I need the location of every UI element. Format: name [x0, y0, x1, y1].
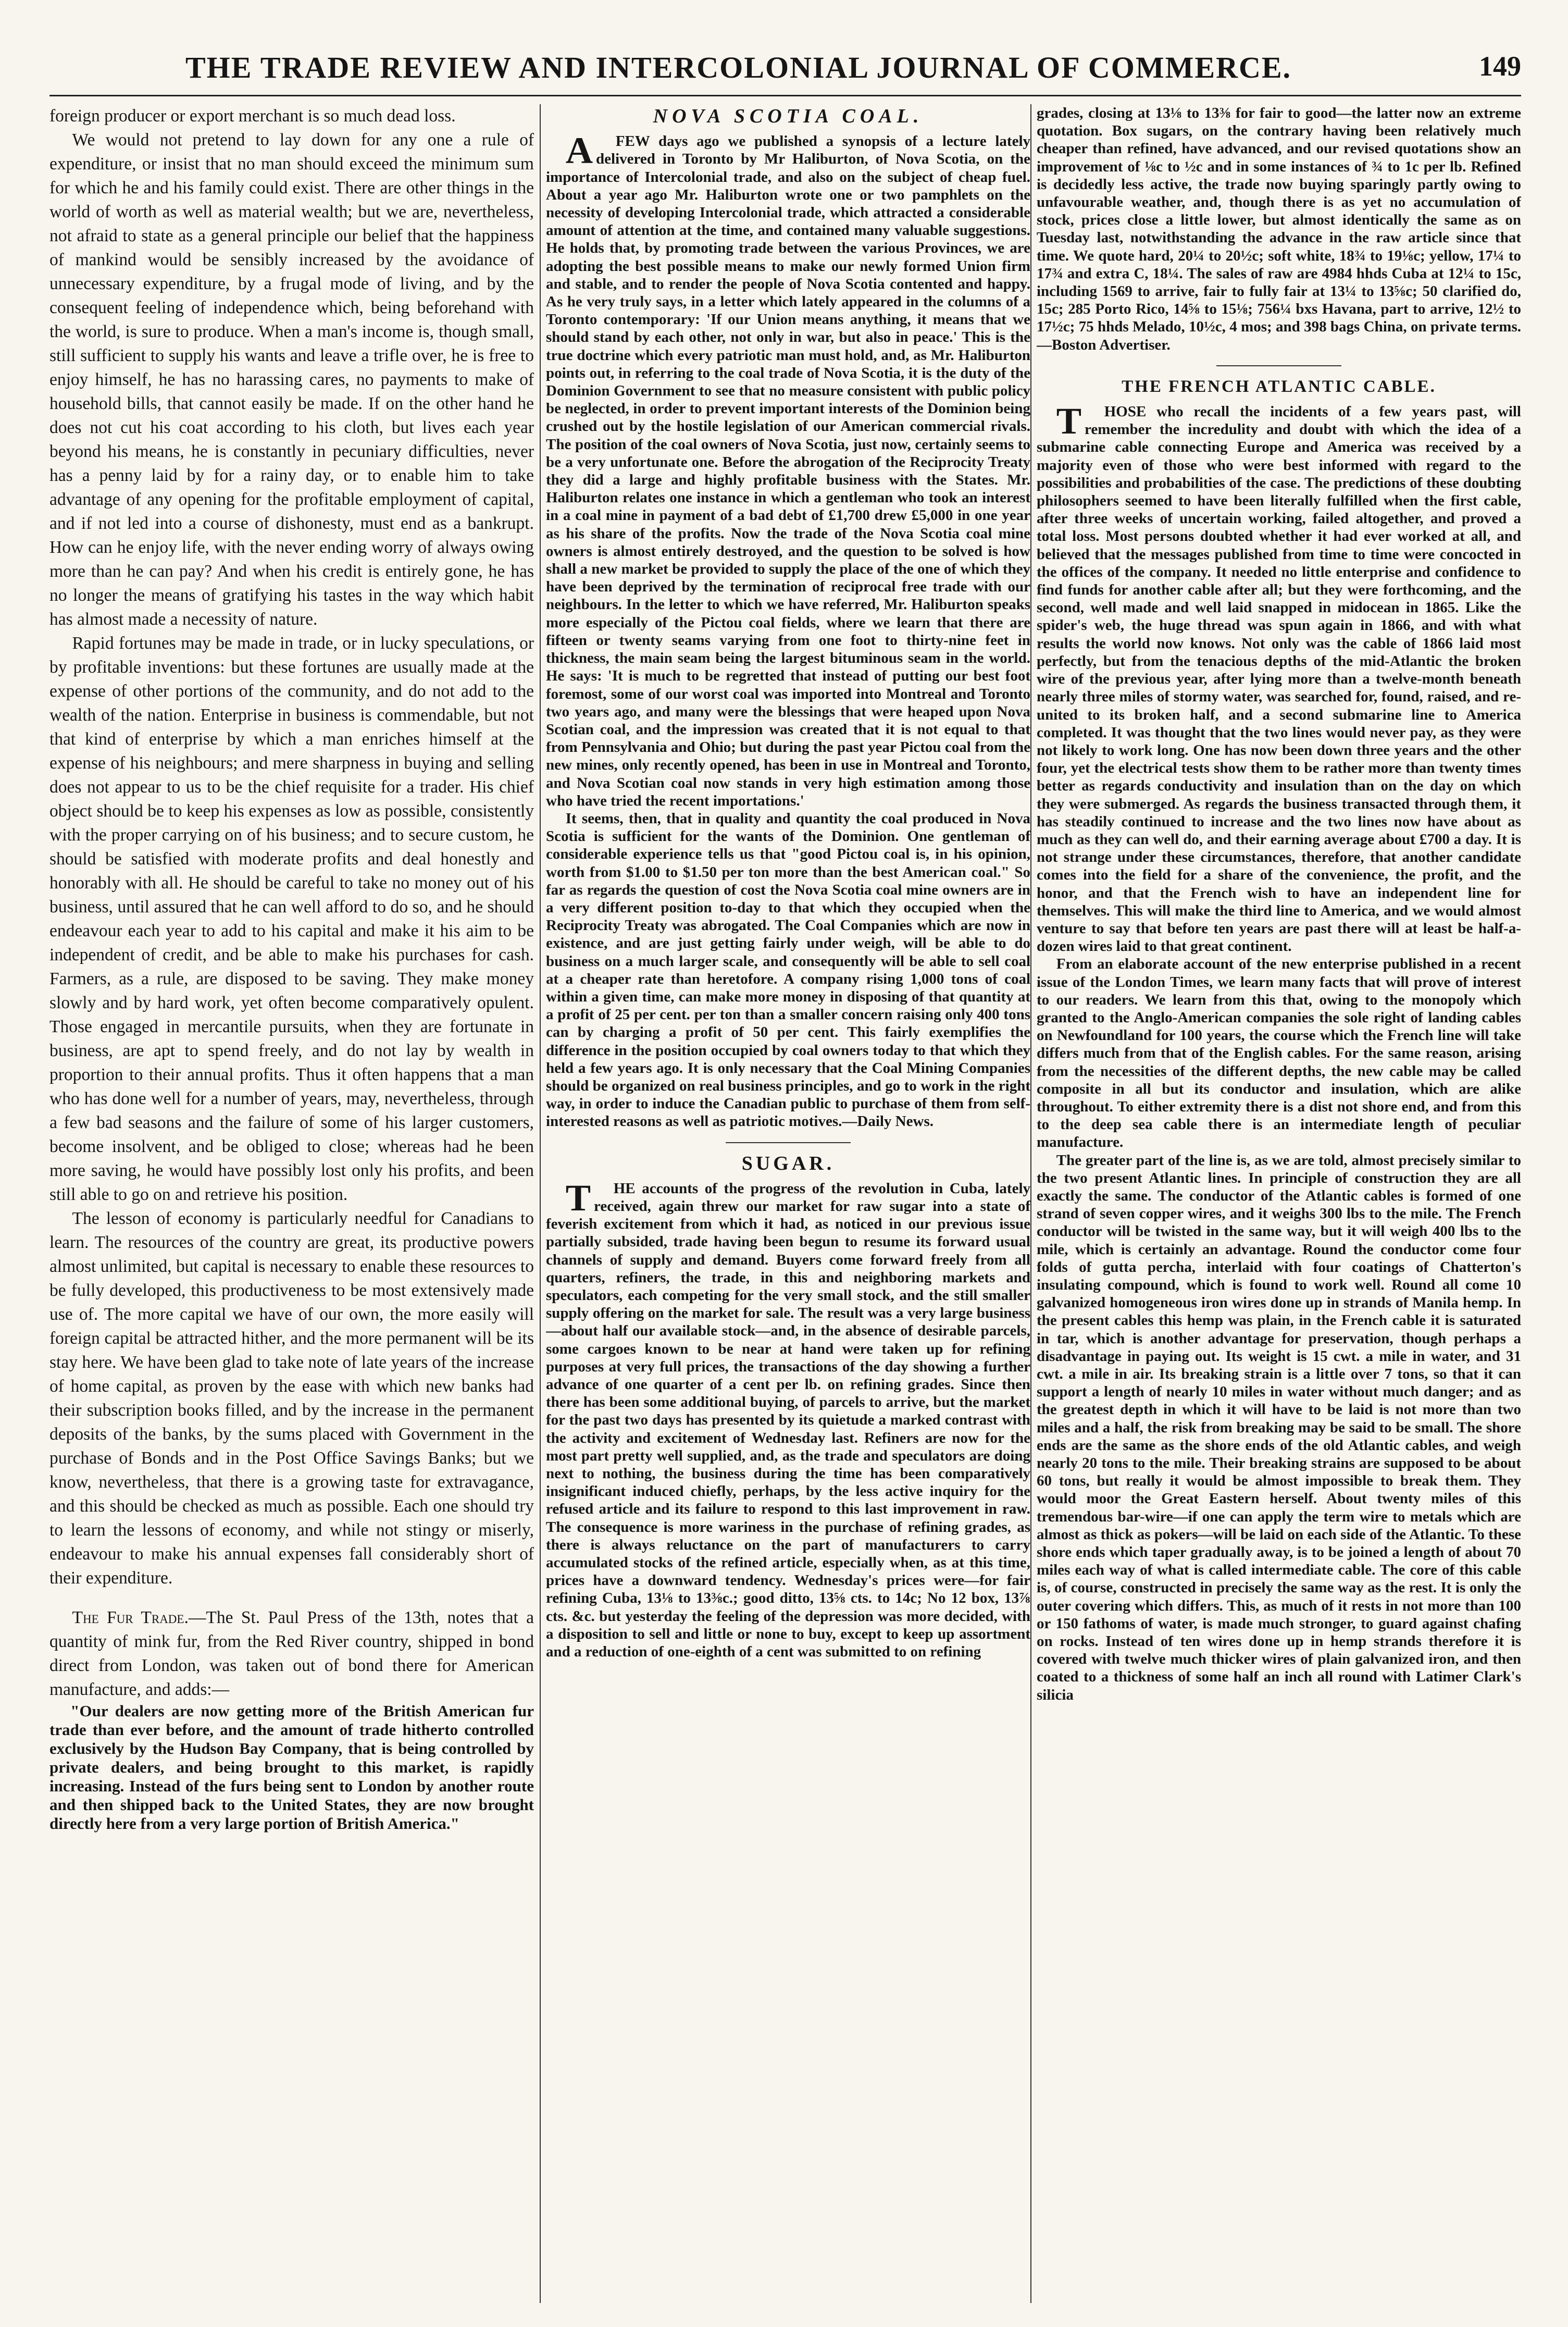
quotation: "Our dealers are now getting more of the British American fur trade than ever before, and the amount of trade hitherto controlled exclusively by the Hudson Bay Company, that is being controlled by private dealers, and being brought to this market, is rapidly increasing. Instead of the furs being sent to London by another route and then shipped back to the United States, they are now brought directly here from a very large portion of British America." [49, 1702, 534, 1833]
running-head [49, 50, 1521, 96]
item-text: —The St. Paul Press of the 13th, notes that a quantity of mink fur, from the Red River country, shipped in bond direct from London, was taken out of bond there for American manufacture, and adds:— [49, 1608, 534, 1699]
paragraph: Rapid fortunes may be made in trade, or in lucky speculations, or by profitable inventions: but these fortunes are usually made at the expense of other portions of the community, and do not add to the wealth of the nation. Enterprise in business is commendable, but not that kind of enterprise by which a man enriches himself at the expense of his neighbours; and mere sharpness in buying and selling does not appear to us to be the chief requisite for a trader. His chief object should be to keep his expenses as low as possible, consistently with the proper carrying on of his business; and to secure custom, he should be satisfied with moderate profits and deal honestly and honorably with all. He should be careful to take no money out of his business, until assured that he can well afford to do so, and he should endeavour each year to add to his capital and make it his aim to be independent of credit, and be able to make his purchases for cash. Farmers, as a rule, are disposed to be saving. They make money slowly and by hard work, yet often become comparatively opulent. Those engaged in mercantile pursuits, when they are fortunate in business, are apt to spend freely, and do not lay by wealth in proportion to their annual profits. Thus it often happens that a man who has done well for a number of years, may, nevertheless, through a few bad seasons and the failure of some of his larger customers, become insolvent, and be obliged to close; whereas had he been more saving, he would have possibly lost only his profits, and been still able to go on and retrieve his position. [49, 634, 534, 1204]
column-rule-1 [540, 104, 541, 2303]
spacer [49, 1590, 534, 1606]
item-title: The Fur Trade. [72, 1608, 189, 1627]
paragraph: The lesson of economy is particularly needful for Canadians to learn. The resources of the country are great, its productive powers almost unlimited, but capital is necessary to enable these resources to be fully developed, this productiveness to be most extensively made use of. The more capital we have of our own, the more easily will foreign capital be attracted hither, and the more permanent will be its stay here. We have been glad to take note of late years of the increase of home capital, as proven by the ease with which new banks had their subscription books filled, and by the increase in the permanent deposits of the banks, by the sums placed with Government in the purchase of Bonds and in the Post Office Savings Banks; but we know, nevertheless, that there is a growing taste for extravagance, and this should be checked as much as possible. Each one should try to learn the lessons of economy, and while not stingy or miserly, endeavour to make his annual expenses fall considerably short of their expenditure. [49, 1209, 534, 1588]
fur-trade-item [49, 1606, 534, 1702]
paragraph: grades, closing at 13⅛ to 13⅜ for fair to good—the latter now an extreme quotation. Box sugars, on the contrary having been relatively much cheaper than refined, have advanced, and our revised quotations show an improvement of ⅛c to ½c and in some instances of ¾ to 1c per lb. Refined is decidedly less active, the trade now buying sparingly partly owing to unfavourable weather, and, though there is as yet no accumulation of stock, prices close a little lower, but almost identically the same as on Tuesday last, notwithstanding the advance in the raw article since that time. We quote hard, 20¼ to 20½c; soft white, 18¾ to 19⅛c; yellow, 17¼ to 17¾ and extra C, 18¼. The sales of raw are 4984 hhds Cuba at 12¼ to 15c, including 1569 to arrive, fair to fully fair at 13¼ to 13⅝c; 50 clarified do, 15c; 285 Porto Rico, 14⅝ to 15⅛; 756¼ bxs Havana, part to arrive, 12½ to 17½c; 75 hhds Melado, 10½c, 4 mos; and 398 bags China, on private terms.—Boston Advertiser. [1037, 105, 1521, 353]
paragraph: The greater part of the line is, as we are told, almost precisely similar to the two present Atlantic lines. In principle of construction they are all exactly the same. The conductor of the Atlantic cables is formed of one strand of seven copper wires, and it weighs 300 lbs to the mile. The French conductor will be twisted in the same way, but it will weigh 400 lbs to the mile, which is certainly an advantage. Round the conductor come four folds of gutta percha, interlaid with four coatings of Chatterton's insulating compound, which is found to work well. Round all come 10 galvanized homogeneous iron wires done up in strands of Manila hemp. In the present cables this hemp was plain, in the French cable it is saturated in tar, which is another advantage for preservation, though perhaps a disadvantage in paying out. Its weight is 15 cwt. a mile in water, and 31 cwt. a mile in air. Its breaking strain is a little over 7 tons, so that it can support a length of nearly 10 miles in water without much danger; and as the greatest depth in which it will have to be laid is not more than two miles and a half, the risk from breaking may be said to be small. The shore ends are the same as the shore ends of the old Atlantic cables, and weigh nearly 20 tons to the mile. Their breaking strains are supposed to be about 60 tons, but really it would be almost impossible to break them. They would moor the Great Eastern herself. About twenty miles of this tremendous bar-wire—if one can apply the term wire to metals which are almost as thick as pokers—will be laid on each side of the Atlantic. To these shore ends which taper gradually away, is to be joined a length of about 70 miles each way of what is called intermediate cable. The core of this cable is, of course, constructed in precisely the same way as the rest. It is only the outer covering which differs. This, as much of it rests in not more than 100 or 150 fathoms of water, is made much stronger, to guard against chafing on rocks. Instead of ten wires done up in hemp strands therefore it is covered with twelve much thicker wires of plain galvanized iron, and then coated to a thickness of some half an inch all round with Latimer Clark's silicia [1037, 1152, 1521, 1703]
section-divider [726, 1142, 851, 1143]
article-heading: NOVA SCOTIA COAL. [653, 105, 924, 127]
page-number: 149 [1479, 51, 1521, 82]
paragraph: From an elaborate account of the new enterprise published in a recent issue of the London Times, we learn many facts that will prove of interest to our readers. We learn from this that, owing to the monopoly which granted to the Anglo-American companies the sole right of landing cables on Newfoundland for 100 years, the course which the French line will take differs much from that of the English cables. For the same reason, arising from the necessities of the different depths, the new cable may be called composite in all but its conductor and insulation, which are alike throughout. To either extremity there is a dist not shore end, and from this to the deep sea cable there is an intermediate length of peculiar manufacture. [1037, 956, 1521, 1151]
article-heading: SUGAR. [741, 1152, 835, 1174]
paragraph: THE accounts of the progress of the revolution in Cuba, lately received, again threw our market for raw sugar into a state of feverish excitement from which it had, as noticed in our previous issue partially subsided, trade having been begun to resume its forward usual channels of supply and demand. Buyers come forward freely from all quarters, refiners, the trade, in this and neighboring markets and speculators, each competing for the very small stock, and the still smaller supply offering on the market for sale. The result was a very large business—about half our available stock—and, in the absence of desirable parcels, some cargoes known to be near at hand were taken up for refining purposes at very full prices, the transactions of the day showing a further advance of one quarter of a cent per lb. on refining grades. Since then there has been some additional buying, of parcels to arrive, but the market for the past two days has presented by its quietude a marked contrast with the activity and excitement of Wednesday last. Refiners are now for the most part pretty well supplied, and, as the trade and speculators are doing next to nothing, the business during the time has been comparatively insignificant induced chiefly, perhaps, by the less active inquiry for the refused article and its failure to respond to this last improvement in raw. The consequence is more wariness in the purchase of refining grades, as there is always reluctance on the part of manufacturers to carry accumulated stocks of the refined article, especially when, as at this time, prices have a downward tendency. Wednesday's prices were—for fair refining Cuba, 13⅛ to 13⅜c.; good ditto, 13⅝ cts. to 14c; No 12 box, 13⅞ cts. &c. but yesterday the feeling of the depression was more decided, with a disposition to sell and little or none to buy, except to keep up assortment and a reduction of one-eighth of a cent was submitted to on refining [546, 1176, 1030, 1661]
paragraph: AFEW days ago we published a synopsis of a lecture lately delivered in Toronto by Mr Haliburton, of Nova Scotia, on the importance of Intercolonial trade, and also on the subject of cheap fuel. About a year ago Mr. Haliburton wrote one or two pamphlets on the necessity of developing Intercolonial trade, which attracted a considerable amount of attention at the time, and contained many valuable suggestions. He holds that, by promoting trade between the various Provinces, we are adopting the best possible means to make our newly formed Union firm and stable, and to render the people of Nova Scotia contented and happy. As he very truly says, in a letter which lately appeared in the columns of a Toronto contemporary: 'If our Union means anything, it means that we should stand by each other, not only in war, but also in peace.' This is the true doctrine which every patriotic man must hold, and, as Mr. Haliburton points out, in referring to the coal trade of Nova Scotia, it is the duty of the Dominion Government to see that no measure consistent with public policy be neglected, in order to prevent important interests of the Dominion being crushed out by the hostile legislation of our American commercial rivals. The position of the coal owners of Nova Scotia, just now, certainly seems to be a very unfortunate one. Before the abrogation of the Reciprocity Treaty they did a large and highly profitable business with the States. Mr. Haliburton relates one instance in which a gentleman who took an interest in a coal mine in payment of a bad debt of £1,700 drew £5,000 in one year as his share of the profits. Now the trade of the Nova Scotia coal mine owners is almost entirely destroyed, and the question to be solved is how shall a new market be provided to supply the place of the one of which they have been deprived by the termination of reciprocal free trade with our neighbours. In the letter to which we have referred, Mr. Haliburton speaks more especially of the Pictou coal fields, where we learn that there are fifteen or twenty seams varying from one foot to thirty-nine feet in thickness, the main seam being the largest bituminous seam in the world. He says: 'It is much to be regretted that instead of putting our best foot foremost, some of our worst coal was imported into Montreal and Toronto two years ago, and many were the blessings that were heaped upon Nova Scotian coal, and the impression was created that it is not equal to that from Pennsylvania and Ohio; but during the past year Pictou coal from the new mines, only recently opened, has been in use in Montreal and Toronto, and Nova Scotian coal now stands in very high estimation among those who have tried the recent importations.' [546, 129, 1030, 809]
column-3 [1037, 104, 1521, 2303]
column-2 [546, 104, 1030, 2303]
running-title: THE TRADE REVIEW AND INTERCOLONIAL JOURNAL OF COMMERCE. [185, 51, 1292, 84]
paragraph: It seems, then, that in quality and quantity the coal produced in Nova Scotia is sufficient for the wants of the Dominion. One gentleman of considerable experience tells us that "good Pictou coal is, in his opinion, worth from $1.00 to $1.50 per ton more than the best American coal." So far as regards the question of cost the Nova Scotia coal mine owners are in a very different position to-day to that which they occupied when the Reciprocity Treaty was abrogated. The Coal Companies which are now in existence, and are just getting fairly under weigh, will be able to do business on a much larger scale, and consequently will be able to sell coal at a cheaper rate than heretofore. A company rising 1,000 tons of coal within a given time, can make more money in disposing of that quantity at a profit of 25 per cent. per ton than a smaller concern raising only 400 tons can by charging a profit of 50 per cent. This fairly exemplifies the difference in the position occupied by coal owners today to that which they held a few years ago. It is only necessary that the Coal Mining Companies should be organized on real business principles, and go to work in the right way, in order to induce the Canadian public to purchase of them from self-interested reasons as well as patriotic motives.—Daily News. [546, 810, 1030, 1130]
column-rule-2 [1030, 104, 1031, 2303]
paragraph: foreign producer or export merchant is so much dead loss. [49, 106, 456, 126]
article-heading: THE FRENCH ATLANTIC CABLE. [1122, 377, 1436, 396]
paragraph: We would not pretend to lay down for any one a rule of expenditure, or insist that no man should exceed the minimum sum for which he and his family could exist. There are other things in the world of worth as well as material wealth; but we are, nevertheless, not afraid to state as a general principle our belief that the happiness of mankind would be sensibly increased by the avoidance of unnecessary expenditure, by a frugal mode of living, and by the consequent feeling of independence which, being beforehand with the world, is sure to produce. When a man's income is, though small, still sufficient to supply his wants and leave a trifle over, he is free to enjoy himself, he has no harassing cares, no payments to make of household bills, that cannot easily be made. If on the other hand he does not cut his coat according to his cloth, but lives each year beyond his means, he is constantly in pecuniary difficulties, never has a penny laid by for a rainy day, or to enable him to take advantage of any opening for the profitable employment of capital, and if not led into a course of dishonesty, must end as a bankrupt. How can he enjoy life, with the never ending worry of always owing more than he can pay? And when his credit is entirely gone, he has no longer the means of gratifying his tastes in the way which habit has almost made a necessity of nature. [49, 130, 534, 629]
paragraph: THOSE who recall the incidents of a few years past, will remember the incredulity and doubt with which the idea of a submarine cable connecting Europe and America was received by a majority even of those who were best informed with regard to the possibilities and probabilities of the case. The predictions of these doubting philosophers seemed to have been literally fulfilled when the first cable, after three weeks of uncertain working, failed altogether, and proved a total loss. Most persons doubted whether it had ever worked at all, and believed that the messages published from time to time were concocted in the offices of the company. It needed no little enterprise and confidence to find funds for another cable after all; but they were forthcoming, and the second, well made and well laid snapped in midocean in 1865. Like the spider's web, the huge thread was spun again in 1866, and with what results the world now knows. Not only was the cable of 1866 laid most perfectly, but from the tenacious depths of the mid-Atlantic the broken wire of the previous year, after lying more than a twelve-month beneath nearly three miles of stormy water, was searched for, found, raised, and re-united to its broken half, and a second submarine line to America completed. It was thought that the two lines would never pay, as they were not likely to work long. One has now been down three years and the other four, yet the electrical tests show them to be rather more than twenty times better as regards conductivity and insulation than on the day on which they were submerged. As regards the business transacted through them, it has steadily continued to increase and the two lines now have about as much as they can well do, and their earning average about £700 a day. It is not strange under these circumstances, therefore, that another candidate comes into the field for a share of the convenience, the profit, and the honor, and that the French wish to have an independent line for themselves. This will make the third line to America, and we would almost venture to say that before ten years are past there will at least be half-a-dozen wires laid to that great continent. [1037, 400, 1521, 955]
column-1 [49, 104, 534, 2303]
section-divider [1216, 365, 1341, 366]
